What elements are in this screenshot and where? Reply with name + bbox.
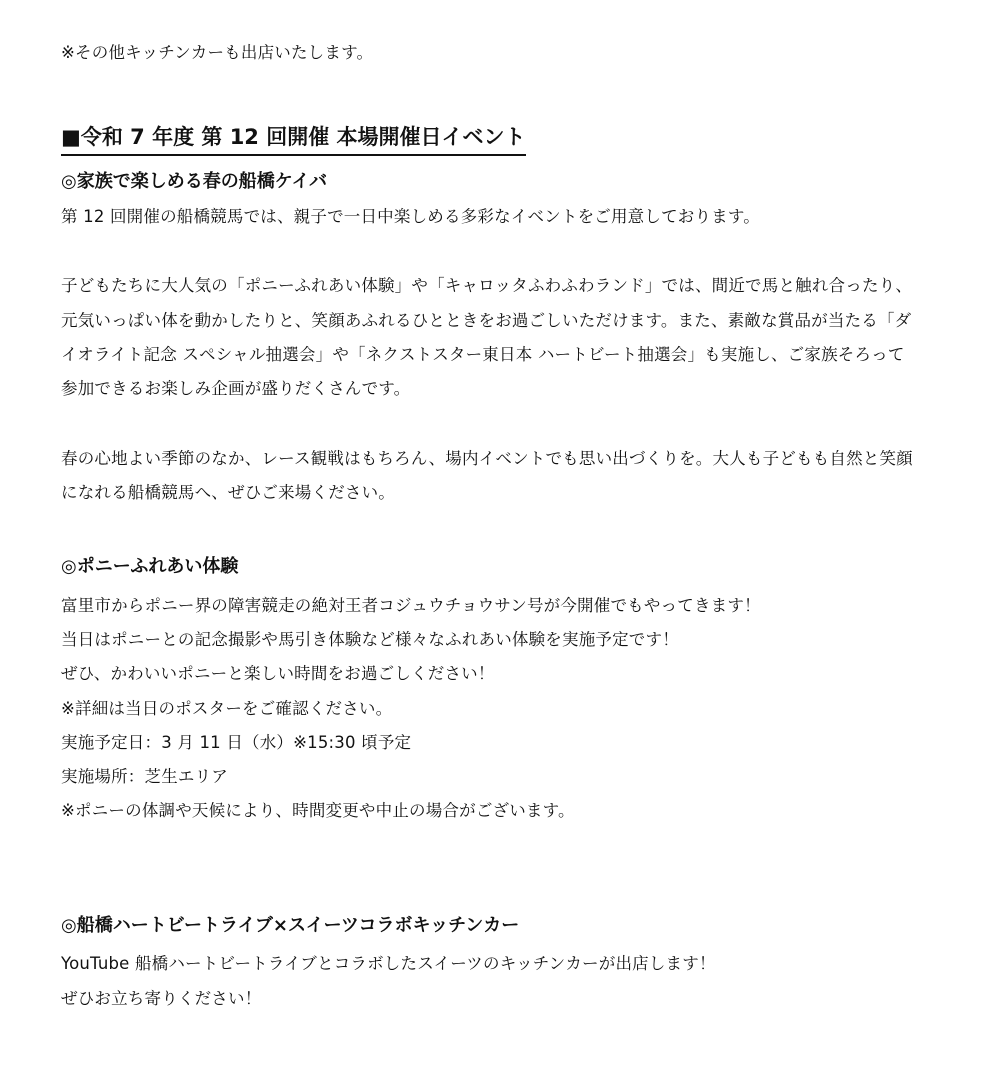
spring-paragraph-3-line-2: になれる船橋競馬へ、ぜひご来場ください。 (61, 483, 395, 502)
spring-paragraph-2-line-2: 元気いっぱい体を動かしたりと、笑顔あふれるひとときをお過ごしいただけます。また、素敵な賞品が当たる「ダ (61, 311, 912, 330)
collab-heading: ◎船橋ハートビートライブ×スイーツコラボキッチンカー (61, 915, 520, 936)
spring-paragraph-2-line-1: 子どもたちに大人気の「ポニーふれあい体験」や「キャロッタふわふわランド」では、間近で馬と触れ合ったり、 (61, 276, 913, 295)
collab-line-2: ぜひお立ち寄りください！ (61, 989, 262, 1008)
spring-paragraph-3-line-1: 春の心地よい季節のなか、レース観戦はもちろん、場内イベントでも思い出づくりを。大人も子どもも自然と笑顔 (61, 449, 913, 468)
pony-line-3: ぜひ、かわいいポニーと楽しい時間をお過ごしください！ (61, 664, 495, 683)
pony-line-6: 実施場所：芝生エリア (61, 767, 228, 786)
section-title: ■令和 7 年度 第 12 回開催 本場開催日イベント (61, 122, 526, 156)
collab-line-1: YouTube 船橋ハートビートライブとコラボしたスイーツのキッチンカーが出店します！ (61, 954, 716, 973)
pony-line-2: 当日はポニーとの記念撮影や馬引き体験など様々なふれあい体験を実施予定です！ (61, 630, 679, 649)
pony-line-1: 富里市からポニー界の障害競走の絶対王者コジュウチョウサン号が今開催でもやってきます！ (61, 596, 761, 615)
pony-heading: ◎ポニーふれあい体験 (61, 556, 239, 577)
pony-line-7: ※ポニーの体調や天候により、時間変更や中止の場合がございます。 (61, 801, 575, 820)
spring-paragraph-1: 第 12 回開催の船橋競馬では、親子で一日中楽しめる多彩なイベントをご用意しております。 (61, 207, 760, 226)
pony-line-5: 実施予定日：3 月 11 日（水）※15:30 頃予定 (61, 733, 412, 752)
pony-line-4: ※詳細は当日のポスターをご確認ください。 (61, 699, 393, 718)
spring-paragraph-2-line-4: 参加できるお楽しみ企画が盛りだくさんです。 (61, 379, 411, 398)
intro-note: ※その他キッチンカーも出店いたします。 (61, 43, 374, 62)
spring-heading: ◎家族で楽しめる春の船橋ケイバ (61, 171, 328, 192)
spring-paragraph-2-line-3: イオライト記念 スペシャル抽選会」や「ネクストスター東日本 ハートビート抽選会」も実施し、ご家族そろって (61, 345, 905, 364)
